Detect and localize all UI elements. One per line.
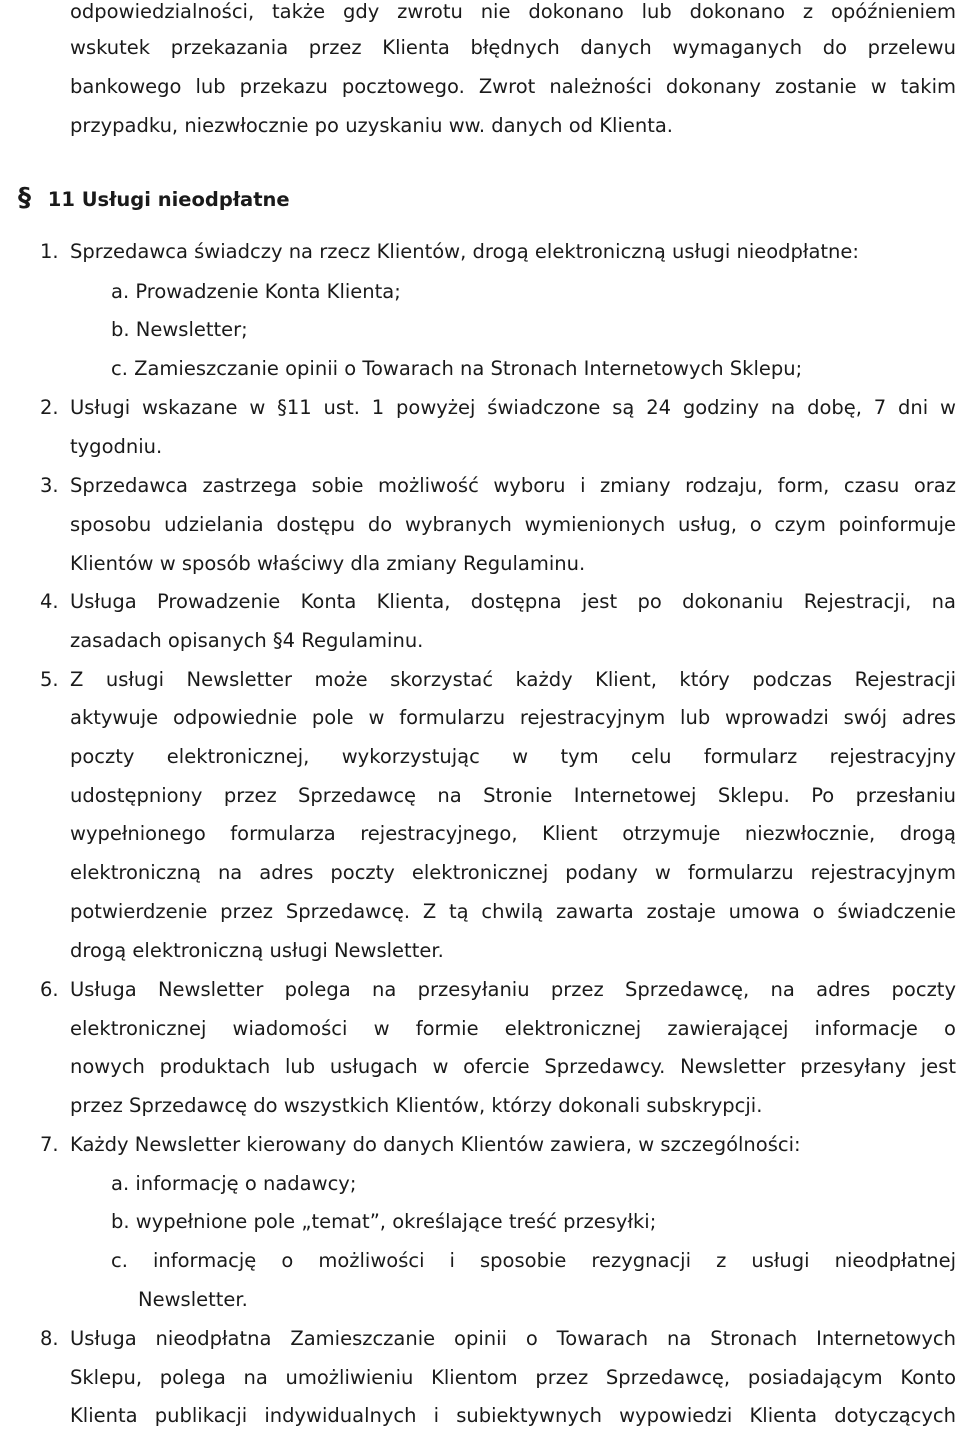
item-5-line-7: potwierdzenie przez Sprzedawcę. Z tą chwilą zawarta zostaje umowa o świadczenie <box>70 900 956 923</box>
item-4-number: 4. <box>40 590 59 613</box>
item-5-line-3: poczty elektronicznej, wykorzystując w tym celu formularz rejestracyjny <box>70 745 956 768</box>
item-1b: b. Newsletter; <box>111 318 248 341</box>
section-title: 11 Usługi nieodpłatne <box>47 188 290 211</box>
item-5-line-5: wypełnionego formularza rejestracyjnego, Klient otrzymuje niezwłocznie, drogą <box>70 822 956 845</box>
item-6-line-2: elektronicznej wiadomości w formie elektronicznej zawierającej informacje o <box>70 1017 956 1040</box>
item-8-line-1: Usługa nieodpłatna Zamieszczanie opinii o Towarach na Stronach Internetowych <box>70 1327 956 1350</box>
intro-line-4: przypadku, niezwłocznie po uzyskaniu ww. danych od Klienta. <box>70 114 674 137</box>
item-5-number: 5. <box>40 668 59 691</box>
item-2-line-2: tygodniu. <box>70 435 163 458</box>
item-8-line-3: Klienta publikacji indywidualnych i subiektywnych wypowiedzi Klienta dotyczących <box>70 1404 956 1427</box>
item-7c-line-2: Newsletter. <box>138 1288 248 1311</box>
item-8-line-2: Sklepu, polega na umożliwieniu Klientom przez Sprzedawcę, posiadającym Konto <box>70 1366 956 1389</box>
item-5-line-6: elektroniczną na adres poczty elektronicznej podany w formularzu rejestracyjnym <box>70 861 956 884</box>
section-sign: § <box>18 183 31 213</box>
item-6-line-4: przez Sprzedawcę do wszystkich Klientów, którzy dokonali subskrypcji. <box>70 1094 763 1117</box>
item-7-text: Każdy Newsletter kierowany do danych Klientów zawiera, w szczególności: <box>70 1133 801 1156</box>
item-7b: b. wypełnione pole „temat”, określające treść przesyłki; <box>111 1210 657 1233</box>
item-2-line-1: Usługi wskazane w §11 ust. 1 powyżej świadczone są 24 godziny na dobę, 7 dni w <box>70 396 956 419</box>
item-6-line-3: nowych produktach lub usługach w ofercie Sprzedawcy. Newsletter przesyłany jest <box>70 1055 956 1078</box>
section-heading <box>18 183 290 213</box>
item-6-number: 6. <box>40 978 59 1001</box>
item-4-line-2: zasadach opisanych §4 Regulaminu. <box>70 629 424 652</box>
intro-line-2: wskutek przekazania przez Klienta błędnych danych wymaganych do przelewu <box>70 36 956 59</box>
item-3-line-2: sposobu udzielania dostępu do wybranych wymienionych usług, o czym poinformuje <box>70 513 956 536</box>
item-1a: a. Prowadzenie Konta Klienta; <box>111 280 401 303</box>
item-4-line-1: Usługa Prowadzenie Konta Klienta, dostępna jest po dokonaniu Rejestracji, na <box>70 590 956 613</box>
intro-line-1: odpowiedzialności, także gdy zwrotu nie dokonano lub dokonano z opóźnieniem <box>70 0 956 23</box>
item-5-line-8: drogą elektroniczną usługi Newsletter. <box>70 939 444 962</box>
item-1-number: 1. <box>40 240 59 263</box>
item-1-text: Sprzedawca świadczy na rzecz Klientów, drogą elektroniczną usługi nieodpłatne: <box>70 240 859 263</box>
item-3-line-3: Klientów w sposób właściwy dla zmiany Regulaminu. <box>70 552 586 575</box>
item-2-number: 2. <box>40 396 59 419</box>
item-5-line-4: udostępniony przez Sprzedawcę na Stronie Internetowej Sklepu. Po przesłaniu <box>70 784 956 807</box>
item-6-line-1: Usługa Newsletter polega na przesyłaniu przez Sprzedawcę, na adres poczty <box>70 978 956 1001</box>
item-3-line-1: Sprzedawca zastrzega sobie możliwość wyboru i zmiany rodzaju, form, czasu oraz <box>70 474 956 497</box>
intro-line-3: bankowego lub przekazu pocztowego. Zwrot należności dokonany zostanie w takim <box>70 75 956 98</box>
item-7-number: 7. <box>40 1133 59 1156</box>
item-5-line-1: Z usługi Newsletter może skorzystać każdy Klient, który podczas Rejestracji <box>70 668 956 691</box>
item-7a: a. informację o nadawcy; <box>111 1172 357 1195</box>
item-3-number: 3. <box>40 474 59 497</box>
item-5-line-2: aktywuje odpowiednie pole w formularzu rejestracyjnym lub wprowadzi swój adres <box>70 706 956 729</box>
item-1c: c. Zamieszczanie opinii o Towarach na Stronach Internetowych Sklepu; <box>111 357 803 380</box>
item-8-number: 8. <box>40 1327 59 1350</box>
item-7c-line-1: c. informację o możliwości i sposobie rezygnacji z usługi nieodpłatnej <box>111 1249 956 1272</box>
